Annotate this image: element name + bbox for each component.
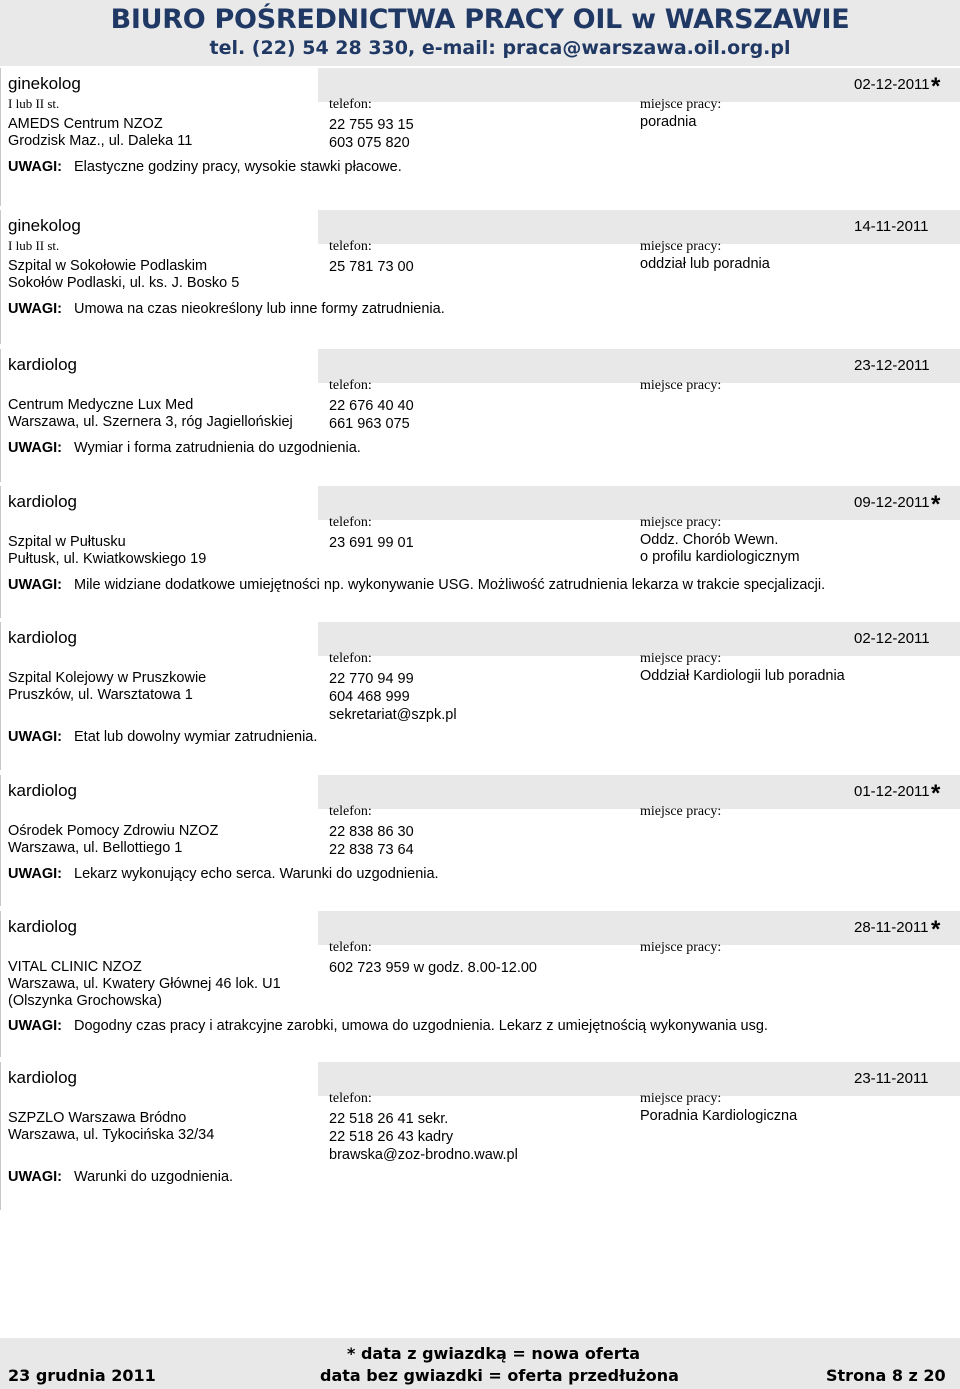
notes-label: UWAGI: [8, 1018, 62, 1034]
phone-line: brawska@zoz-brodno.waw.pl [329, 1147, 518, 1163]
notes-text: Warunki do uzgodnienia. [74, 1169, 234, 1185]
phone-line: sekretariat@szpk.pl [329, 707, 457, 723]
job-offer [0, 775, 960, 906]
phone-line: 661 963 075 [329, 416, 410, 432]
place-label: miejsce pracy: [640, 378, 722, 393]
employer-line: Centrum Medyczne Lux Med [8, 397, 194, 413]
employer-line: VITAL CLINIC NZOZ [8, 959, 142, 975]
notes-text: Umowa na czas nieokreślony lub inne formy zatrudnienia. [74, 301, 445, 317]
phone-line: 22 838 73 64 [329, 842, 414, 858]
notes-text: Wymiar i forma zatrudnienia do uzgodnienia. [74, 440, 361, 456]
place-label: miejsce pracy: [640, 1091, 722, 1106]
workplace-line: Oddz. Chorób Wewn. [640, 532, 779, 548]
employer-line: Ośrodek Pomocy Zdrowiu NZOZ [8, 823, 219, 839]
workplace-line: o profilu kardiologicznym [640, 549, 800, 565]
phone-line: 25 781 73 00 [329, 259, 414, 275]
place-label: miejsce pracy: [640, 940, 722, 955]
offer-date: 28-11-2011 [854, 919, 929, 936]
page-header [0, 0, 960, 66]
page-footer [0, 1338, 960, 1389]
specialty: kardiolog [8, 355, 77, 374]
specialty: ginekolog [8, 74, 81, 93]
employer-line: Szpital Kolejowy w Pruszkowie [8, 670, 207, 686]
entry-left-border [0, 775, 1, 906]
offer-date: 02-12-2011 [854, 630, 930, 647]
phone-label: telefon: [329, 97, 372, 112]
specialty: kardiolog [8, 781, 77, 800]
notes-text: Dogodny czas pracy i atrakcyjne zarobki, umowa do uzgodnienia. Lekarz z umiejętnością wykonywania usg. [74, 1018, 768, 1034]
employer-line: Warszawa, ul. Tykocińska 32/34 [8, 1127, 215, 1143]
job-offer [0, 622, 960, 770]
page-number: Strona 8 z 20 [826, 1366, 946, 1385]
new-offer-star: * [931, 73, 941, 100]
notes-text: Etat lub dowolny wymiar zatrudnienia. [74, 729, 318, 745]
phone-line: 22 676 40 40 [329, 398, 414, 414]
place-label: miejsce pracy: [640, 515, 722, 530]
new-offer-star: * [931, 491, 941, 518]
specialization-level: I lub II st. [8, 96, 60, 111]
offer-date: 14-11-2011 [854, 218, 929, 235]
specialty: kardiolog [8, 917, 77, 936]
entry-left-border [0, 1062, 1, 1210]
employer-line: Szpital w Pułtusku [8, 534, 126, 550]
notes-label: UWAGI: [8, 301, 62, 317]
job-offer [0, 210, 960, 344]
employer-line: Warszawa, ul. Szernera 3, róg Jagiellońskiej [8, 414, 293, 430]
offer-date: 09-12-2011 [854, 494, 930, 511]
offer-date: 23-11-2011 [854, 1070, 929, 1087]
entry-left-border [0, 210, 1, 344]
specialization-level: I lub II st. [8, 238, 60, 253]
employer-line: Szpital w Sokołowie Podlaskim [8, 258, 208, 274]
entry-left-border [0, 622, 1, 770]
new-offer-star: * [931, 916, 941, 943]
employer-line: (Olszynka Grochowska) [8, 993, 162, 1009]
employer-line: SZPZLO Warszawa Bródno [8, 1110, 187, 1126]
workplace-line: Poradnia Kardiologiczna [640, 1108, 798, 1124]
employer-line: Pułtusk, ul. Kwiatkowskiego 19 [8, 551, 207, 567]
specialty: kardiolog [8, 492, 77, 511]
new-offer-star: * [931, 780, 941, 807]
workplace-line: Oddział Kardiologii lub poradnia [640, 668, 845, 684]
place-label: miejsce pracy: [640, 97, 722, 112]
employer-line: Grodzisk Maz., ul. Daleka 11 [8, 133, 193, 149]
offer-date: 01-12-2011 [854, 783, 930, 800]
phone-label: telefon: [329, 239, 372, 254]
entry-left-border [0, 68, 1, 206]
place-label: miejsce pracy: [640, 651, 722, 666]
phone-line: 604 468 999 [329, 689, 410, 705]
phone-label: telefon: [329, 804, 372, 819]
phone-line: 22 755 93 15 [329, 117, 414, 133]
notes-text: Elastyczne godziny pracy, wysokie stawki płacowe. [74, 159, 402, 175]
phone-label: telefon: [329, 515, 372, 530]
phone-line: 22 518 26 41 sekr. [329, 1111, 449, 1127]
notes-label: UWAGI: [8, 729, 62, 745]
specialty: kardiolog [8, 1068, 77, 1087]
job-offer [0, 1062, 960, 1210]
workplace-line: oddział lub poradnia [640, 256, 770, 272]
job-offer [0, 486, 960, 618]
phone-line: 23 691 99 01 [329, 535, 414, 551]
employer-line: Sokołów Podlaski, ul. ks. J. Bosko 5 [8, 275, 240, 291]
employer-line: AMEDS Centrum NZOZ [8, 116, 163, 132]
phone-label: telefon: [329, 378, 372, 393]
notes-label: UWAGI: [8, 440, 62, 456]
job-offer [0, 68, 960, 206]
phone-line: 22 770 94 99 [329, 671, 414, 687]
phone-label: telefon: [329, 1091, 372, 1106]
notes-label: UWAGI: [8, 1169, 62, 1185]
phone-label: telefon: [329, 651, 372, 666]
notes-label: UWAGI: [8, 577, 62, 593]
legend-extended: data bez gwiazdki = oferta przedłużona [320, 1366, 679, 1385]
office-contact: tel. (22) 54 28 330, e-mail: praca@warszawa.oil.org.pl [209, 37, 791, 59]
entry-left-border [0, 349, 1, 482]
phone-line: 602 723 959 w godz. 8.00-12.00 [329, 960, 537, 976]
job-offer [0, 911, 960, 1057]
phone-label: telefon: [329, 940, 372, 955]
specialty: ginekolog [8, 216, 81, 235]
notes-text: Mile widziane dodatkowe umiejętności np. wykonywanie USG. Możliwość zatrudnienia lekarza w trakcie specjalizacji. [74, 577, 826, 593]
legend-new: * data z gwiazdką = nowa oferta [347, 1344, 641, 1363]
offer-date: 02-12-2011 [854, 76, 930, 93]
phone-line: 22 518 26 43 kadry [329, 1129, 454, 1145]
phone-line: 603 075 820 [329, 135, 410, 151]
office-title: BIURO POŚREDNICTWA PRACY OIL w WARSZAWIE [110, 4, 850, 35]
phone-line: 22 838 86 30 [329, 824, 414, 840]
entry-left-border [0, 911, 1, 1057]
place-label: miejsce pracy: [640, 239, 722, 254]
notes-label: UWAGI: [8, 159, 62, 175]
entry-left-border [0, 486, 1, 618]
workplace-line: poradnia [640, 114, 697, 130]
footer-date: 23 grudnia 2011 [8, 1366, 156, 1385]
job-offer [0, 349, 960, 482]
employer-line: Warszawa, ul. Bellottiego 1 [8, 840, 183, 856]
offer-date: 23-12-2011 [854, 357, 930, 374]
place-label: miejsce pracy: [640, 804, 722, 819]
notes-label: UWAGI: [8, 866, 62, 882]
notes-text: Lekarz wykonujący echo serca. Warunki do uzgodnienia. [74, 866, 439, 882]
employer-line: Pruszków, ul. Warsztatowa 1 [8, 687, 193, 703]
specialty: kardiolog [8, 628, 77, 647]
employer-line: Warszawa, ul. Kwatery Głównej 46 lok. U1 [8, 976, 281, 992]
